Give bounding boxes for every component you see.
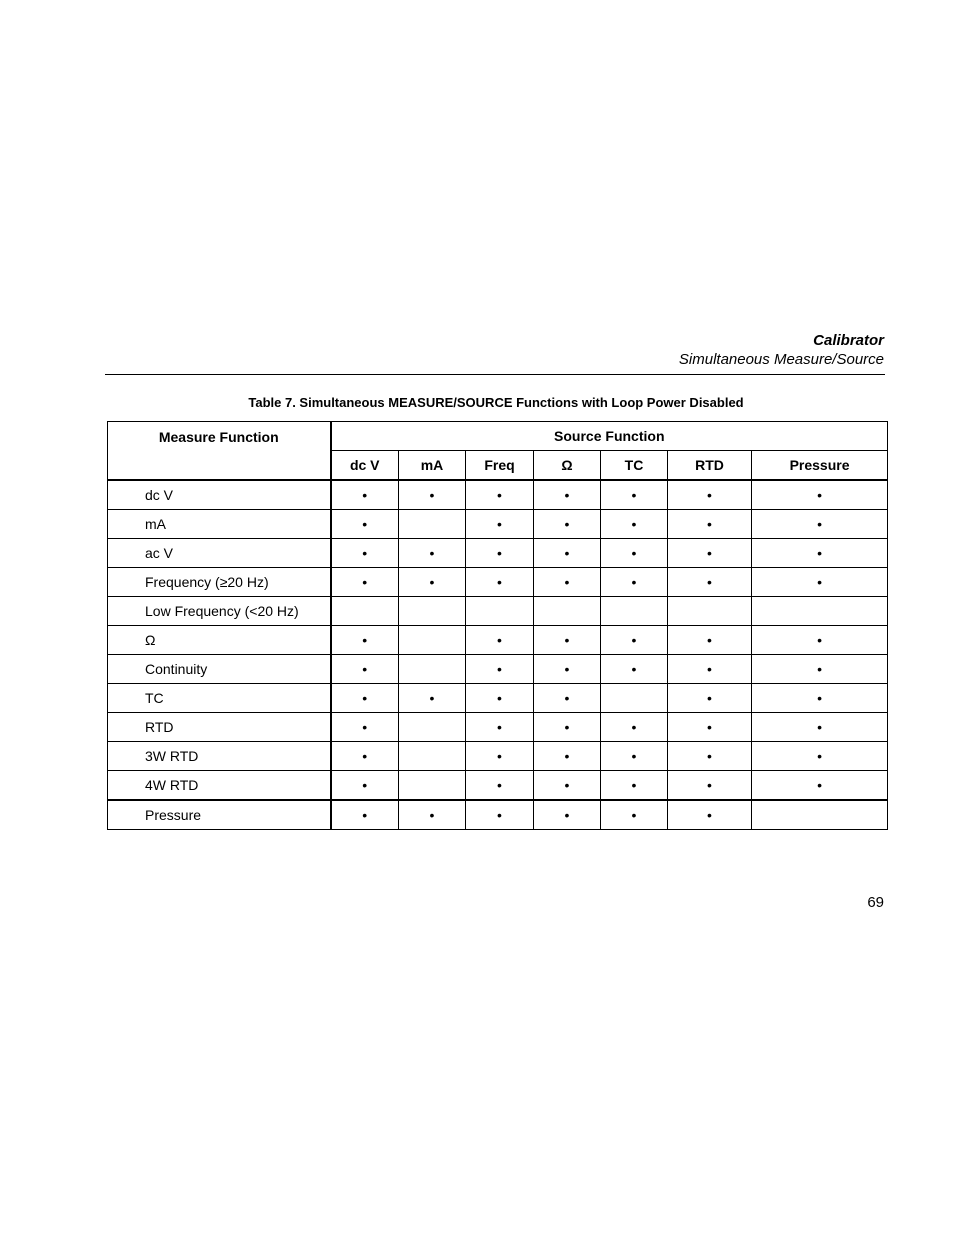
compatibility-cell: • (752, 713, 888, 742)
compatibility-cell (466, 597, 534, 626)
compatibility-cell: • (601, 771, 668, 801)
compatibility-cell: • (601, 510, 668, 539)
table-row (108, 655, 888, 684)
compatibility-cell: • (752, 771, 888, 801)
page-number: 69 (867, 894, 884, 911)
compatibility-cell: • (466, 510, 534, 539)
table-row (108, 742, 888, 771)
compatibility-cell: • (331, 771, 399, 801)
measure-function-header: Measure Function (108, 422, 331, 481)
compatibility-cell (601, 684, 668, 713)
compatibility-cell: • (668, 539, 752, 568)
compatibility-cell: • (668, 480, 752, 510)
measure-function-label: Pressure (108, 800, 331, 830)
compatibility-cell: • (534, 713, 601, 742)
source-function-header: Source Function (331, 422, 888, 451)
compatibility-cell (399, 626, 466, 655)
compatibility-cell: • (534, 480, 601, 510)
compatibility-cell: • (534, 771, 601, 801)
measure-function-label: Continuity (108, 655, 331, 684)
compatibility-cell (601, 597, 668, 626)
measure-function-label: RTD (108, 713, 331, 742)
source-column-header: dc V (331, 451, 399, 481)
compatibility-cell (752, 800, 888, 830)
compatibility-cell: • (331, 684, 399, 713)
compatibility-cell: • (668, 510, 752, 539)
compatibility-cell: • (466, 684, 534, 713)
function-table (107, 421, 888, 830)
source-column-header: Pressure (752, 451, 888, 481)
compatibility-cell: • (466, 539, 534, 568)
table-row (108, 510, 888, 539)
compatibility-cell: • (331, 626, 399, 655)
compatibility-cell (752, 597, 888, 626)
compatibility-cell: • (601, 568, 668, 597)
compatibility-cell: • (466, 480, 534, 510)
table-caption: Table 7. Simultaneous MEASURE/SOURCE Functions with Loop Power Disabled (248, 395, 744, 410)
compatibility-cell: • (668, 800, 752, 830)
chapter-title: Calibrator (813, 332, 884, 349)
table-row (108, 480, 888, 510)
compatibility-cell: • (601, 800, 668, 830)
measure-function-label: ac V (108, 539, 331, 568)
compatibility-cell: • (601, 655, 668, 684)
compatibility-cell: • (752, 742, 888, 771)
compatibility-cell: • (752, 655, 888, 684)
compatibility-cell: • (534, 539, 601, 568)
compatibility-cell: • (466, 771, 534, 801)
compatibility-cell: • (466, 742, 534, 771)
compatibility-cell: • (601, 539, 668, 568)
compatibility-cell: • (331, 539, 399, 568)
compatibility-cell (399, 655, 466, 684)
measure-function-label: dc V (108, 480, 331, 510)
compatibility-cell: • (331, 655, 399, 684)
compatibility-cell: • (601, 480, 668, 510)
table-row (108, 713, 888, 742)
compatibility-cell: • (331, 510, 399, 539)
compatibility-cell: • (466, 568, 534, 597)
compatibility-cell: • (534, 655, 601, 684)
compatibility-cell: • (601, 626, 668, 655)
compatibility-cell: • (331, 800, 399, 830)
compatibility-cell: • (534, 568, 601, 597)
compatibility-cell: • (466, 800, 534, 830)
compatibility-cell: • (534, 626, 601, 655)
compatibility-cell: • (668, 626, 752, 655)
compatibility-cell: • (752, 510, 888, 539)
compatibility-cell (399, 713, 466, 742)
source-column-header: TC (601, 451, 668, 481)
table-body (108, 480, 888, 830)
measure-function-label: TC (108, 684, 331, 713)
compatibility-cell: • (668, 684, 752, 713)
compatibility-cell: • (668, 655, 752, 684)
compatibility-cell: • (331, 568, 399, 597)
compatibility-cell: • (752, 480, 888, 510)
table-row (108, 539, 888, 568)
compatibility-cell (668, 597, 752, 626)
measure-function-label: Low Frequency (<20 Hz) (108, 597, 331, 626)
measure-function-label: 4W RTD (108, 771, 331, 801)
running-header (679, 331, 884, 369)
source-column-header: Freq (466, 451, 534, 481)
compatibility-cell: • (466, 626, 534, 655)
source-column-header: Ω (534, 451, 601, 481)
compatibility-cell: • (534, 510, 601, 539)
compatibility-cell: • (399, 684, 466, 713)
compatibility-cell: • (668, 713, 752, 742)
measure-function-label: mA (108, 510, 331, 539)
table-row (108, 771, 888, 801)
compatibility-cell: • (534, 684, 601, 713)
compatibility-cell: • (752, 684, 888, 713)
compatibility-cell (399, 510, 466, 539)
compatibility-cell: • (331, 480, 399, 510)
header-rule (105, 374, 885, 375)
compatibility-cell (399, 597, 466, 626)
compatibility-cell: • (752, 539, 888, 568)
compatibility-cell: • (601, 713, 668, 742)
source-column-header: RTD (668, 451, 752, 481)
measure-function-label: Ω (108, 626, 331, 655)
table-row (108, 684, 888, 713)
compatibility-cell: • (399, 539, 466, 568)
table-row (108, 626, 888, 655)
table-row (108, 568, 888, 597)
compatibility-cell: • (668, 771, 752, 801)
compatibility-cell: • (399, 568, 466, 597)
compatibility-cell: • (668, 742, 752, 771)
measure-function-label: 3W RTD (108, 742, 331, 771)
compatibility-cell: • (534, 742, 601, 771)
compatibility-cell: • (752, 568, 888, 597)
compatibility-cell (534, 597, 601, 626)
table-row (108, 597, 888, 626)
compatibility-cell: • (668, 568, 752, 597)
compatibility-cell (331, 597, 399, 626)
compatibility-cell: • (399, 480, 466, 510)
compatibility-cell: • (601, 742, 668, 771)
compatibility-cell: • (466, 713, 534, 742)
compatibility-cell (399, 742, 466, 771)
compatibility-cell: • (331, 742, 399, 771)
table-row (108, 800, 888, 830)
compatibility-cell: • (331, 713, 399, 742)
compatibility-cell: • (534, 800, 601, 830)
compatibility-cell (399, 771, 466, 801)
section-title: Simultaneous Measure/Source (678, 351, 884, 368)
measure-function-label: Frequency (≥20 Hz) (108, 568, 331, 597)
compatibility-cell: • (466, 655, 534, 684)
compatibility-cell: • (752, 626, 888, 655)
compatibility-cell: • (399, 800, 466, 830)
source-column-header: mA (399, 451, 466, 481)
